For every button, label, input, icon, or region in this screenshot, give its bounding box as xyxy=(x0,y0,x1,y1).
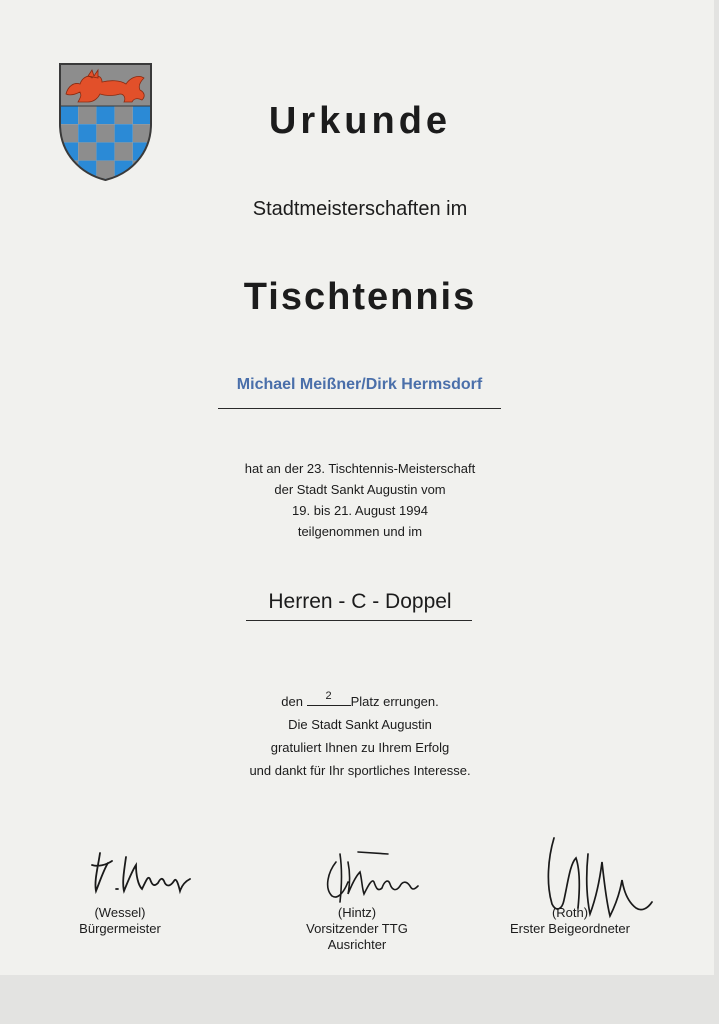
signature-wessel xyxy=(86,845,201,907)
signatory-name: (Roth) xyxy=(551,905,589,920)
closing-line: und dankt für Ihr sportliches Interesse. xyxy=(249,763,471,778)
closing-line: gratuliert Ihnen zu Ihrem Erfolg xyxy=(270,740,450,755)
signatory-name: (Hintz) xyxy=(337,905,377,920)
body-line: der Stadt Sankt Augustin vom xyxy=(274,482,446,497)
coat-of-arms-icon xyxy=(58,62,153,182)
sport-heading: Tischtennis xyxy=(243,276,477,318)
signatory-hintz xyxy=(282,905,432,953)
signatory-roth xyxy=(495,905,645,937)
discipline-heading: Herren - C - Doppel xyxy=(268,590,452,613)
place-blank xyxy=(307,690,351,706)
signatory-role: Vorsitzender TTG xyxy=(306,921,408,936)
signatory-role: Erster Beigeordneter xyxy=(510,921,630,936)
names-underline xyxy=(218,408,501,409)
signatory-role: Bürgermeister xyxy=(79,921,161,936)
place-suffix: Platz errungen. xyxy=(350,694,439,709)
place-value: 2 xyxy=(325,690,332,702)
certificate-subtitle: Stadtmeisterschaften im xyxy=(252,198,468,220)
signatory-wessel xyxy=(60,905,180,937)
placement-text xyxy=(150,690,570,782)
participant-names: Michael Meißner/Dirk Hermsdorf xyxy=(236,376,483,393)
body-line: 19. bis 21. August 1994 xyxy=(292,503,428,518)
body-line: teilgenommen und im xyxy=(297,524,423,539)
participation-text xyxy=(150,458,570,542)
signature-hintz xyxy=(318,842,428,914)
signatory-role-secondary: Ausrichter xyxy=(327,937,387,952)
closing-line: Die Stadt Sankt Augustin xyxy=(288,717,432,732)
body-line: hat an der 23. Tischtennis-Meisterschaft xyxy=(244,461,476,476)
placement-line xyxy=(150,690,570,713)
discipline-underline xyxy=(246,620,472,621)
certificate-title: Urkunde xyxy=(268,100,452,142)
place-prefix: den xyxy=(281,694,303,709)
signatory-name: (Wessel) xyxy=(94,905,146,920)
